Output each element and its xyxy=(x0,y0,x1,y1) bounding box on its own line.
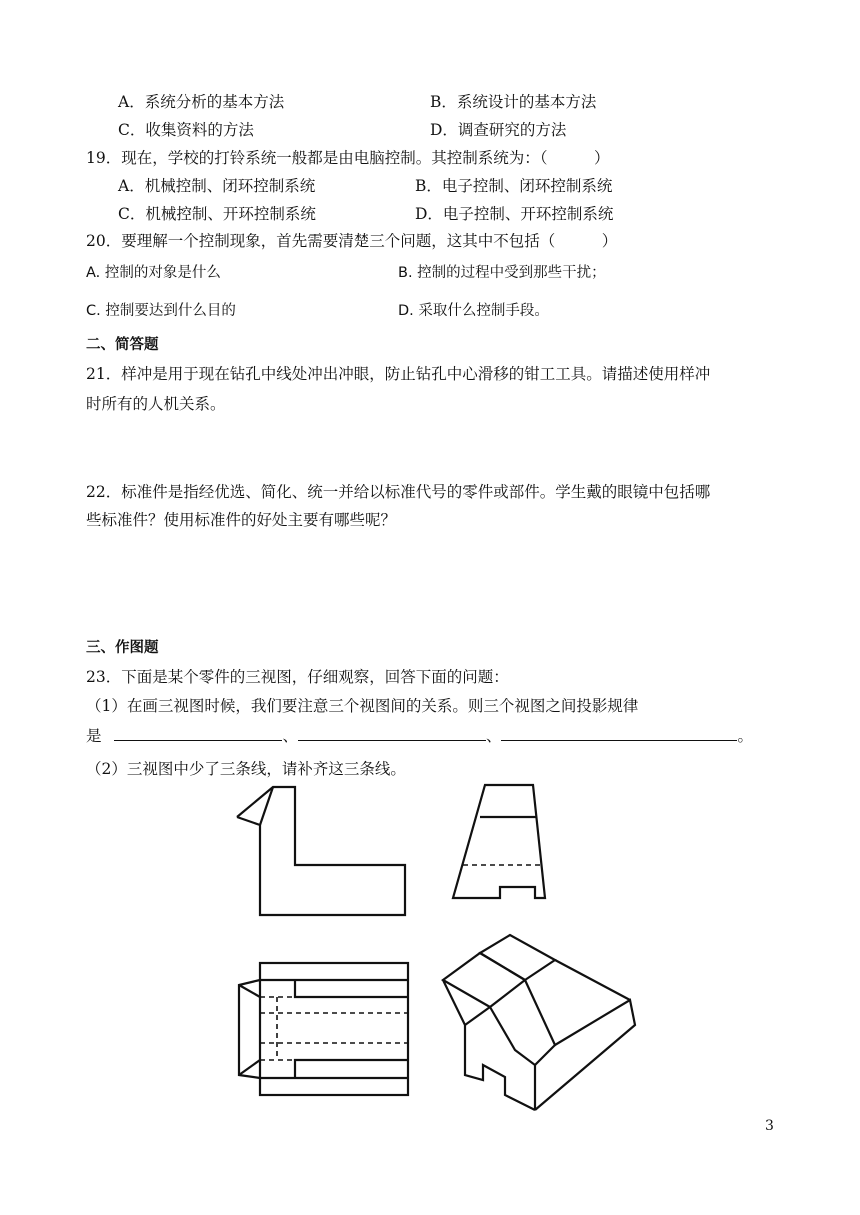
section-heading-drawing: 三、作图题 xyxy=(86,640,159,656)
q23-part2: （2）三视图中少了三条线，请补齐这三条线。 xyxy=(86,760,406,778)
front-view xyxy=(237,787,405,915)
q18-option-b: B．系统设计的基本方法 xyxy=(430,93,597,111)
answer-blank-2[interactable] xyxy=(298,726,486,741)
three-view-drawing-figure xyxy=(225,775,655,1115)
q20-option-b: B. 控制的过程中受到那些干扰； xyxy=(398,265,606,281)
page-number: 3 xyxy=(765,1118,774,1134)
q19-option-c: C．机械控制、开环控制系统 xyxy=(118,205,316,223)
blank-separator-1: 、 xyxy=(282,727,298,745)
q20-stem: 20．要理解一个控制现象，首先需要清楚三个问题，这其中不包括（ ） xyxy=(86,232,618,250)
q22-line-1: 22．标准件是指经优选、简化、统一并给以标准代号的零件或部件。学生戴的眼镜中包括哪 xyxy=(86,483,711,501)
section-heading-short-answer: 二、简答题 xyxy=(86,337,159,353)
q19-option-b: B．电子控制、闭环控制系统 xyxy=(415,177,613,195)
answer-blank-3[interactable] xyxy=(501,726,737,741)
q21-line-2: 时所有的人机关系。 xyxy=(86,395,226,413)
q20-option-c: C. 控制要达到什么目的 xyxy=(86,303,236,319)
q20-option-d: D. 采取什么控制手段。 xyxy=(398,303,549,319)
q18-option-d: D．调查研究的方法 xyxy=(430,121,567,139)
q18-option-a: A．系统分析的基本方法 xyxy=(118,93,285,111)
q19-stem: 19．现在，学校的打铃系统一般都是由电脑控制。其控制系统为：（ ） xyxy=(86,149,610,167)
q23-part1-line1: （1）在画三视图时候，我们要注意三个视图间的关系。则三个视图之间投影规律 xyxy=(86,697,639,715)
q18-option-c: C．收集资料的方法 xyxy=(118,121,254,139)
side-view xyxy=(453,785,545,898)
top-view xyxy=(239,963,408,1095)
q23-part1-answer-line xyxy=(86,726,753,746)
blank-separator-2: 、 xyxy=(485,727,502,745)
q23-prefix: 是 xyxy=(86,727,102,745)
q21-line-1: 21．样冲是用于现在钻孔中线处冲出冲眼，防止钻孔中心滑移的钳工工具。请描述使用样冲 xyxy=(86,365,711,383)
q20-option-a: A. 控制的对象是什么 xyxy=(86,265,221,281)
q22-line-2: 些标准件？使用标准件的好处主要有哪些呢？ xyxy=(86,511,397,529)
q19-option-a: A．机械控制、闭环控制系统 xyxy=(118,177,316,195)
q19-option-d: D．电子控制、开环控制系统 xyxy=(415,205,614,223)
q23-stem: 23．下面是某个零件的三视图，仔细观察，回答下面的问题： xyxy=(86,668,509,686)
isometric-view xyxy=(443,935,635,1110)
answer-blank-1[interactable] xyxy=(114,726,282,741)
blank-end: 。 xyxy=(737,727,753,745)
